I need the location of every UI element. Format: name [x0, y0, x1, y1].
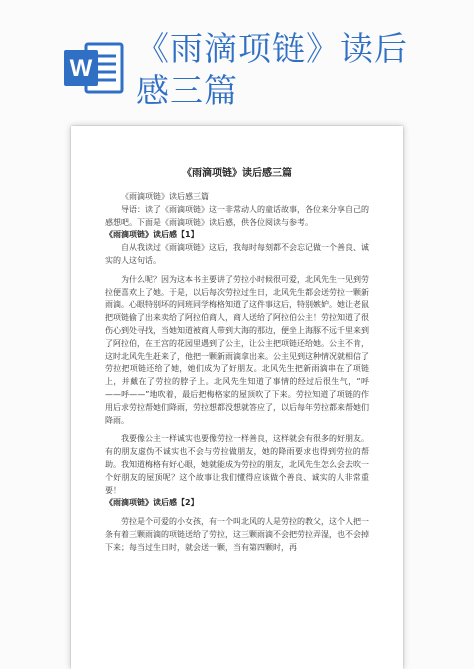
headline-line-1: 《雨滴项链》读后 [136, 29, 408, 68]
paragraph: 《雨滴项链》读后感三篇 [121, 192, 209, 201]
word-icon-letter: W [69, 55, 93, 82]
paragraph: 导语：读了《雨滴项链》这一非常动人的童话故事，各位来分享自己的感想吧。下面是《雨滴项链》读后感，供各位阅读与参考。 [105, 204, 369, 227]
page-headline [136, 28, 466, 112]
document-body [71, 191, 403, 555]
banner [0, 0, 474, 140]
paragraph: 自从我读过《雨滴项链》这后，我每时每刻都不会忘记做一个善良、诚实的人这句话。 [105, 243, 369, 265]
section-heading: 《雨滴项链》读后感【1】 [105, 230, 199, 240]
paragraph: 为什么呢？因为这本书主要讲了劳拉小时候很可爱，北风先生一见到劳拉便喜欢上了她。于是，以后每次劳拉过生日，北风先生都会送劳拉一颗新雨滴。心眼特别坏的同班同学梅格知道了这件事这后，特别嫉妒。她让老鼠把项链偷了出来卖给了阿拉伯商人，商人送给了阿拉伯公主！劳拉知道了很伤心到处寻找，当她知道被商人带到大海的那边，便坐上海豚不远千里来到了阿拉伯，在王宫的花园里遇到了公主，让公主把项链还给她。公主不肯，这时北风先生赶来了，他把一颗新雨滴拿出来。公主见到这种情况就相信了劳拉把项链还给了她，她们成为了好朋友。北风先生把新雨滴串在了项链上，并戴在了劳拉的脖子上。北风先生知道了事情的经过后很生气，“呼——呼——”地吹着，最后把梅格家的屋顶吹了下来。劳拉知道了项链的作用后求劳拉帮她们降雨，劳拉想都没想就答应了，以后每年劳拉都来帮她们降雨。 [105, 274, 369, 425]
paragraph: 我要像公主一样诚实也要像劳拉一样善良，这样就会有很多的好朋友。有的朋友虚伪不诚实也不会与劳拉做朋友，她的降雨要求也得到劳拉的帮助。我知道梅格有好心眼，她就能成为劳拉的朋友，北风先生怎么会去吹一个好朋友的屋顶呢？这个故事让我们懂得应该做个善良、诚实的人非常重要！ [105, 434, 369, 495]
paragraph: 劳拉是个可爱的小女孩，有一个叫北风的人是劳拉的教父，这个人把一条有着三颗雨滴的项链送给了劳拉，这三颗雨滴不会把劳拉弄湿，也不会掉下来；每当过生日时，就会送一颗，当有第四颗时，再 [105, 517, 369, 552]
document-title: 《雨滴项链》读后感三篇 [182, 168, 292, 179]
headline-line-2: 感三篇 [136, 71, 238, 110]
document-page [71, 126, 403, 669]
section-heading: 《雨滴项链》读后感【2】 [105, 498, 199, 508]
word-icon [62, 36, 126, 100]
